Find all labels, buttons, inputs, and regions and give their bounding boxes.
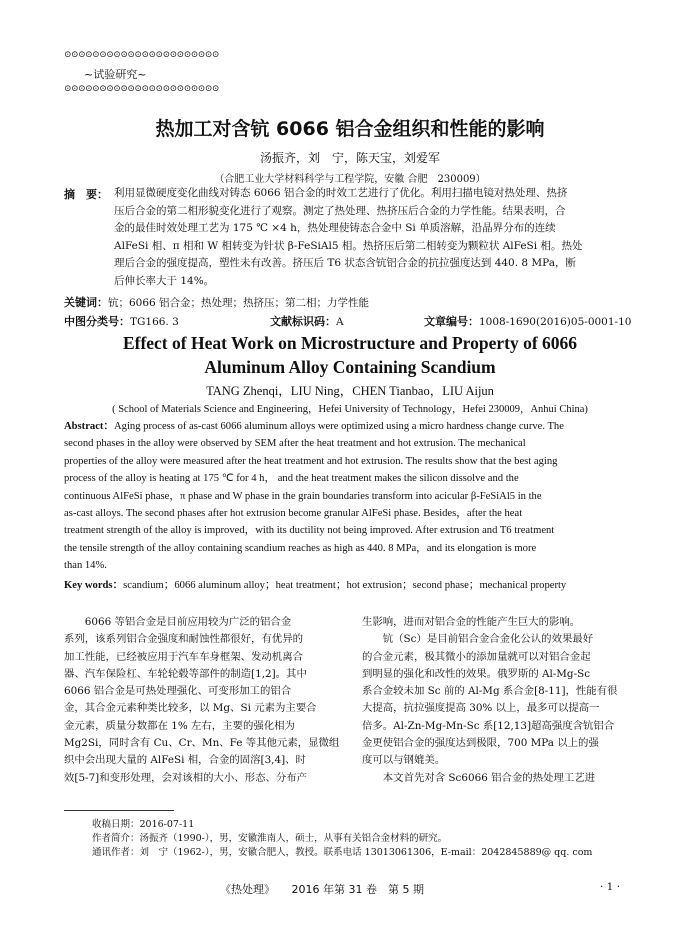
en-abstract-line: process of the alloy is heating at 175 ℃ for 4 h， and the heat treatment makes the silicon dissolve and the — [64, 473, 519, 485]
body-line: 器、汽车保险杠、车轮轮毂等部件的制造[1,2]。其中 — [64, 667, 307, 680]
en-keywords-label: Key words： — [64, 579, 124, 591]
cn-abstract-line: 理后合金的强度提高，塑性未有改善。挤压后 T6 状态含钪铝合金的抗拉强度达到 440. 8 MPa，断 — [114, 257, 577, 270]
cn-abstract-label: 摘 要： — [64, 188, 108, 201]
cn-keywords-label: 关键词： — [64, 296, 108, 309]
en-affiliation: ( School of Materials Science and Engineering，Hefei University of Technology，Hefei 230009，Anhui China) — [112, 404, 588, 415]
cn-abstract-line: AlFeSi 相、π 相和 W 相转变为针状 β-FeSiAl5 相。热挤压后第二相转变为颗粒状 AlFeSi 相。热处 — [114, 239, 583, 252]
cn-affiliation: （合肥工业大学材料科学与工程学院，安徽 合肥 230009） — [214, 174, 486, 185]
body-line: 度可以与钢媲美。 — [362, 754, 446, 767]
body-line: 的合金元素，极其微小的添加量就可以对铝合金起 — [362, 650, 591, 663]
footnote-author-bio: 作者简介：汤振齐（1990-），男，安徽淮南人，硕士，从事有关铝合金材料的研究。 — [92, 833, 448, 844]
article-no-row — [424, 313, 631, 329]
body-line: 织中会出现大量的 AlFeSi 相，合金的固溶[3,4]、时 — [64, 754, 306, 767]
article-no-value: 1008-1690(2016)05-0001-10 — [479, 316, 632, 328]
cn-abstract-line: 后伸长率大于 14%。 — [114, 274, 215, 287]
body-line: 金，其合金元素种类比较多，以 Mg、Si 元素为主要合 — [64, 702, 317, 715]
body-line: Mg2Si，同时含有 Cu、Cr、Mn、Fe 等其他元素，显微组 — [64, 737, 340, 750]
journal-footer: 《热处理》 2016 年第 31 卷 第 5 期 — [220, 883, 424, 896]
cn-abstract — [114, 185, 636, 291]
body-line: 生影响，进而对铝合金的性能产生巨大的影响。 — [362, 616, 581, 628]
body-left-column — [64, 614, 349, 787]
clc-row — [64, 313, 179, 329]
en-keywords: scandium；6066 aluminum alloy；heat treatment；hot extrusion；second phase；mechanical property — [123, 579, 567, 591]
header-decoration-bottom: ⊙⊙⊙⊙⊙⊙⊙⊙⊙⊙⊙⊙⊙⊙⊙⊙⊙⊙⊙⊙⊙⊙ — [64, 84, 219, 94]
body-line: 钪（Sc）是目前铝合金合金化公认的效果最好 — [362, 633, 594, 646]
body-line: 加工性能，已经被应用于汽车车身框架、发动机离合 — [64, 650, 303, 663]
doc-code-label: 文献标识码： — [270, 315, 336, 328]
article-no-label: 文章编号： — [424, 315, 479, 328]
body-line: 金更使铝合金的强度达到极限，700 MPa 以上的强 — [362, 737, 599, 750]
doc-code-row — [270, 313, 344, 329]
footnote-received: 收稿日期：2016-07-11 — [92, 819, 195, 830]
cn-keywords: 钪；6066 铝合金；热处理；热挤压；第二相；力学性能 — [108, 297, 370, 309]
cn-title: 热加工对含钪 6066 铝合金组织和性能的影响 — [155, 118, 545, 140]
cn-authors: 汤振齐，刘 宁，陈天宝，刘爱军 — [259, 151, 440, 165]
footnote-corresponding: 通讯作者：刘 宁（1962-），男，安徽合肥人，教授。联系电话 13013061306，E-mail：2042845889@ qq. com — [92, 847, 593, 858]
en-abstract-line: the tensile strength of the alloy containing scandium reaches as high as 440. 8 MPa，and its elongation is more — [64, 542, 537, 554]
section-label: ~试验研究~ — [84, 68, 147, 81]
doc-code-value: A — [336, 316, 344, 328]
en-abstract-line: Abstract：Aging process of as-cast 6066 aluminum alloys were optimized using a micro hardness change curve. The — [64, 421, 564, 432]
en-abstract-line: second phases in the alloy were observed by SEM after the heat treatment and hot extrusion. The mechanical — [64, 438, 526, 450]
cn-abstract-line: 利用显微硬度变化曲线对铸态 6066 铝合金的时效工艺进行了优化。利用扫描电镜对热处理、热挤 — [114, 187, 568, 199]
en-abstract-line: than 14%. — [64, 560, 107, 572]
clc-label: 中图分类号： — [64, 315, 130, 328]
en-abstract-line: treatment strength of the alloy is improved，with its ductility not being improved. After extrusion and T6 treatment — [64, 525, 555, 537]
body-line: 6066 等铝合金是目前应用较为广泛的铝合金 — [64, 616, 292, 628]
en-title — [0, 331, 700, 379]
cn-abstract-line: 金的最佳时效处理工艺为 175 ℃ ×4 h，热处理使铸态合金中 Si 单质溶解，沿晶界分布的连续 — [114, 222, 556, 235]
header-decoration-top: ⊙⊙⊙⊙⊙⊙⊙⊙⊙⊙⊙⊙⊙⊙⊙⊙⊙⊙⊙⊙⊙⊙ — [64, 50, 219, 60]
en-abstract-label: Abstract： — [64, 421, 115, 432]
body-line: 大提高，抗拉强度提高 30% 以上，最多可以提高一 — [362, 702, 600, 715]
cn-keywords-row — [64, 294, 369, 310]
body-line: 倍多。Al-Zn-Mg-Mn-Sc 系[12,13]超高强度含钪铝合 — [362, 719, 615, 732]
en-abstract — [64, 418, 636, 594]
en-abstract-line: properties of the alloy were measured after the heat treatment and hot extrusion. The results show that the best aging — [64, 455, 558, 467]
body-line: 系合金较未加 Sc 前的 Al-Mg 系合金[8-11]，性能有很 — [362, 685, 618, 698]
page-number: · 1 · — [600, 881, 621, 893]
en-title-line: Effect of Heat Work on Microstructure and Property of 6066 — [122, 333, 578, 353]
body-line: 效[5-7]和变形处理，会对该相的大小、形态、分布产 — [64, 771, 308, 784]
footnotes — [92, 818, 652, 860]
body-right-column — [362, 614, 638, 787]
body-line: 金元素，质量分数都在 1% 左右，主要的强化相为 — [64, 719, 295, 732]
body-line: 系列，该系列铝合金强度和耐蚀性都很好，有优异的 — [64, 633, 303, 646]
body-line: 6066 铝合金是可热处理强化、可变形加工的铝合 — [64, 685, 292, 698]
en-abstract-line: as-cast alloys. The second phases after hot extrusion become granular AlFeSi phase. Besides，after the heat — [64, 508, 523, 520]
en-abstract-line: continuous AlFeSi phase，π phase and W phase in the grain boundaries transform into acicular β-FeSiAl5 in the — [64, 490, 542, 502]
body-line: 到明显的强化和改性的效果。俄罗斯的 Al-Mg-Sc — [362, 667, 591, 680]
cn-abstract-line: 压后合金的第二相形貌变化进行了观察。测定了热处理、热挤压后合金的力学性能。结果表明，合 — [114, 204, 566, 217]
en-title-line: Aluminum Alloy Containing Scandium — [204, 357, 496, 377]
footnote-rule — [64, 810, 174, 811]
en-keywords-line — [64, 577, 636, 594]
clc-value: TG166. 3 — [130, 316, 179, 328]
en-authors: TANG Zhenqi，LIU Ning，CHEN Tianbao，LIU Aijun — [206, 384, 494, 398]
body-line: 本文首先对含 Sc6066 铝合金的热处理工艺进 — [362, 771, 596, 784]
